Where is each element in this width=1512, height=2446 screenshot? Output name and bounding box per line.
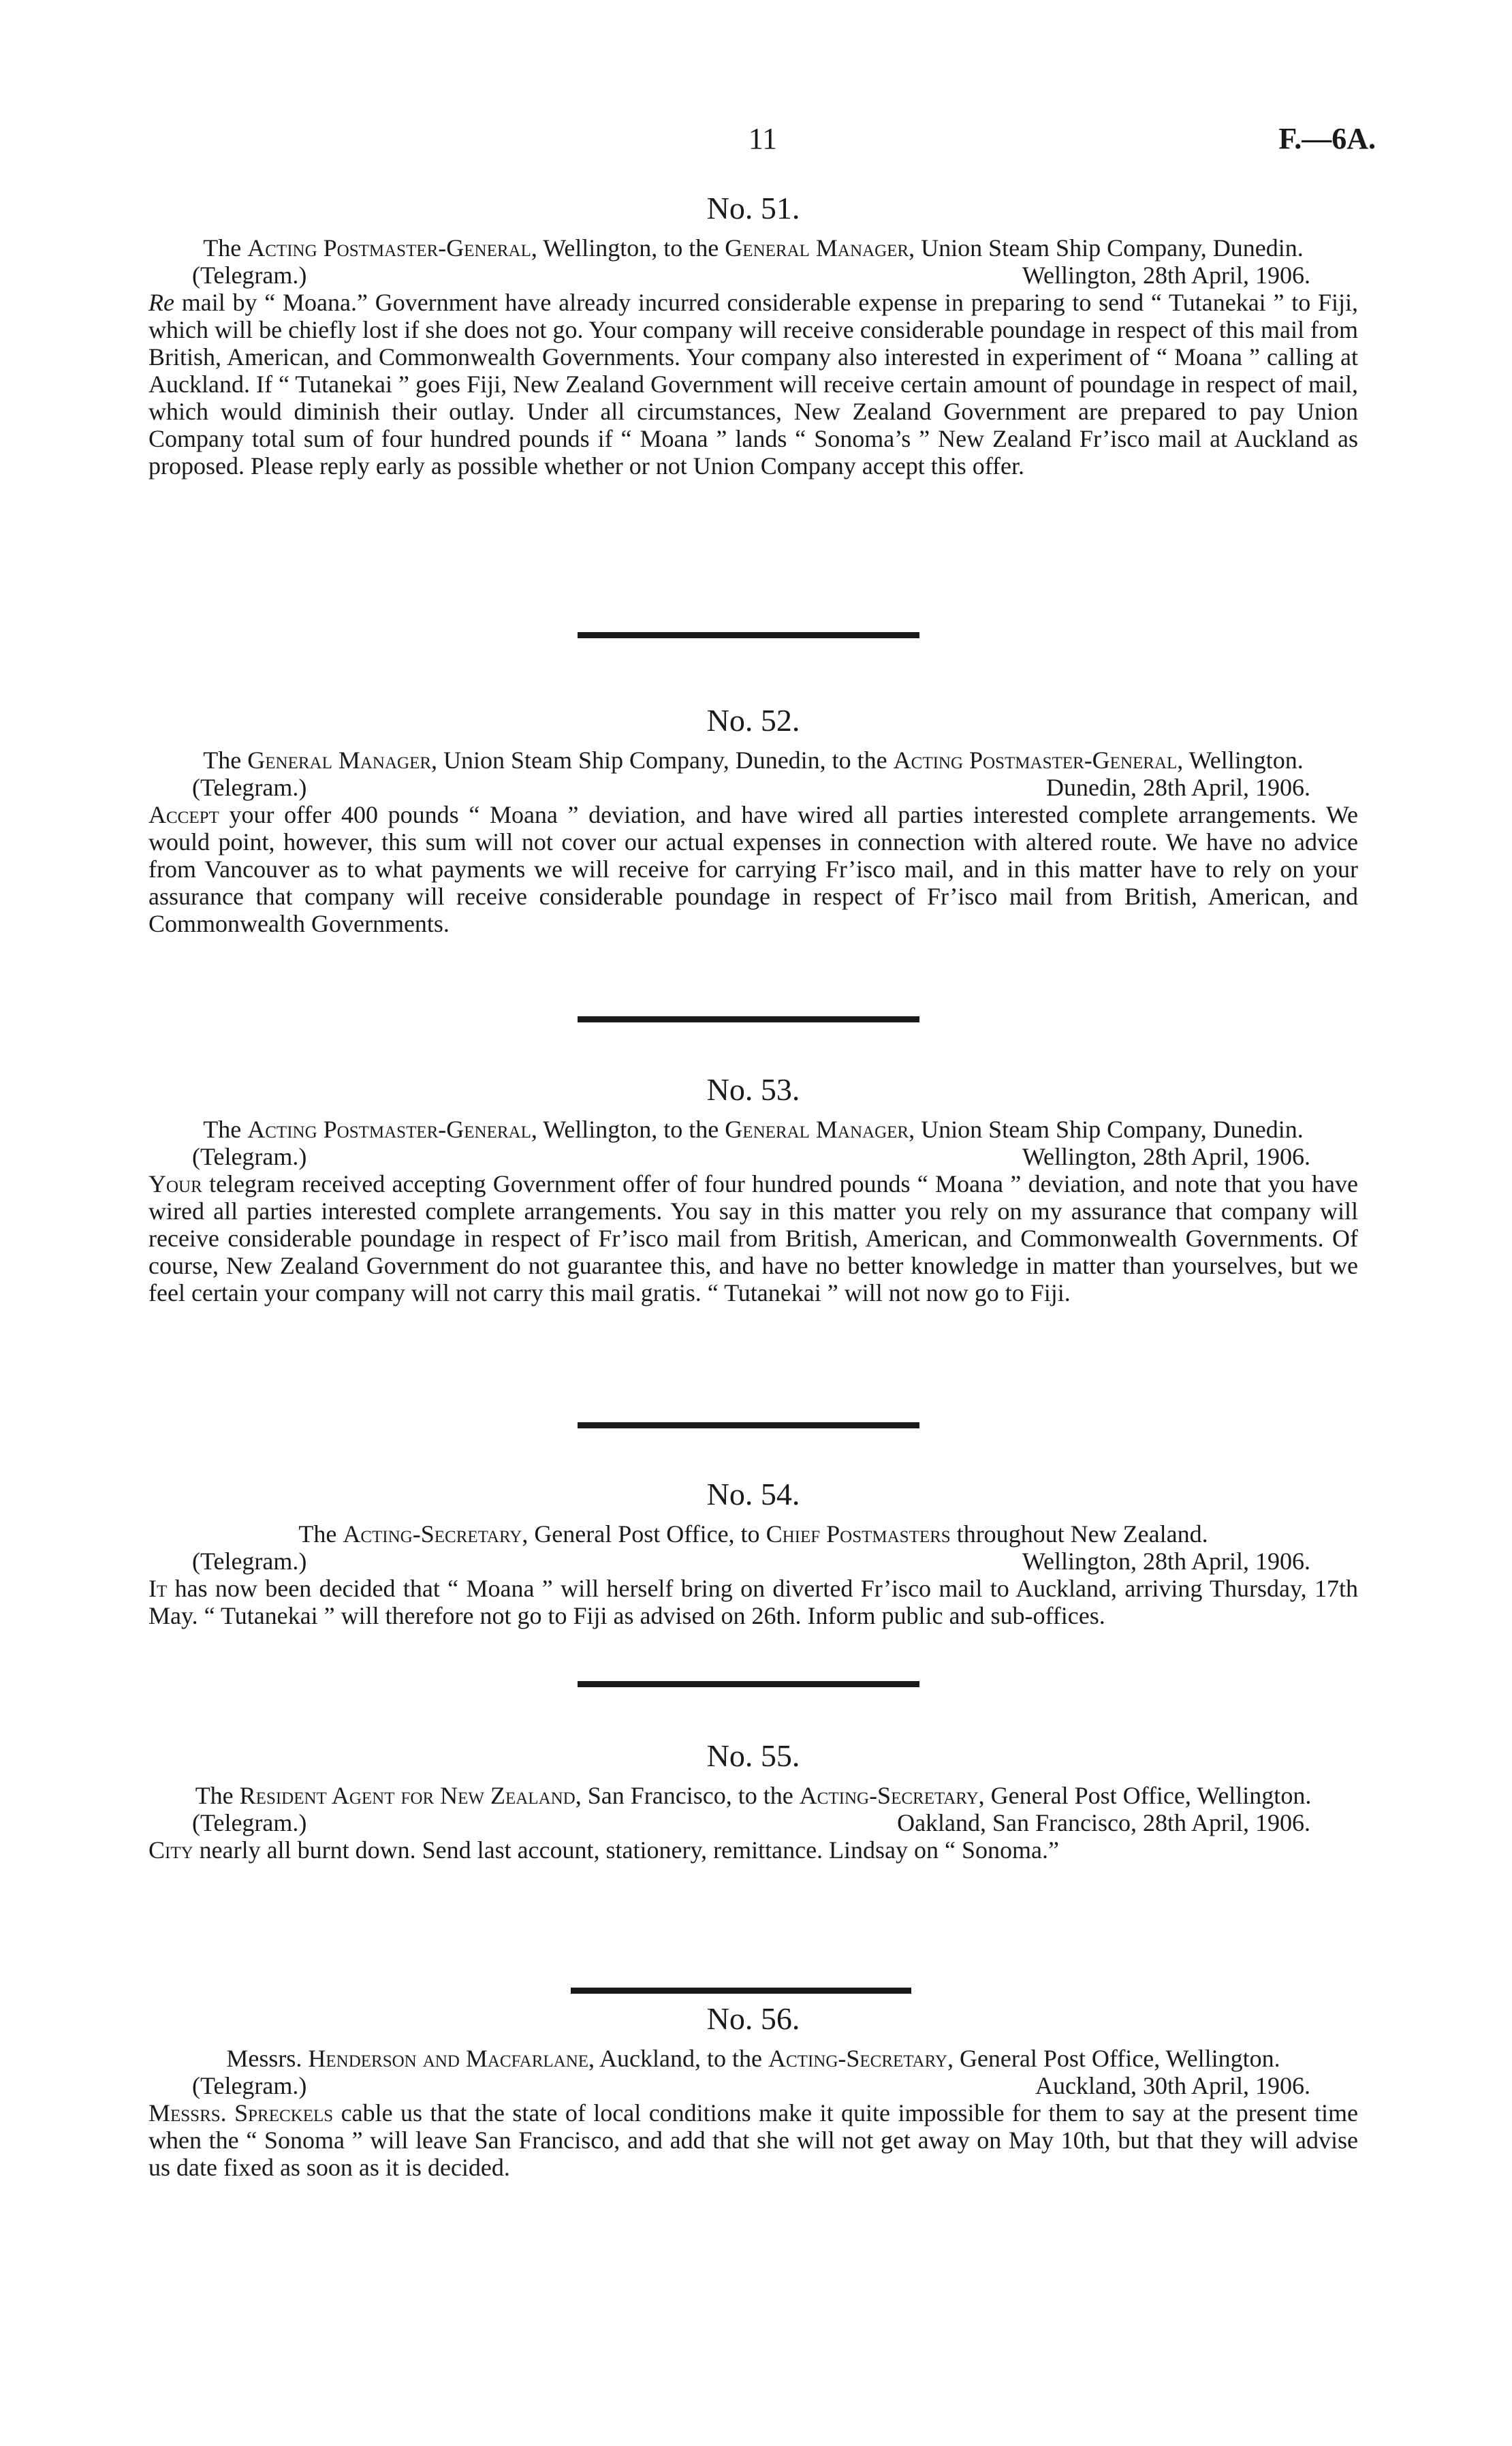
telegram-dateline: Dunedin, 28th April, 1906. [1046,774,1310,801]
address-text: , Union Steam Ship Company, Dunedin. [909,234,1304,262]
body-lead: Your [148,1170,202,1197]
address-name: Acting Postmaster-General [247,1116,531,1143]
document-reference: F.—6A. [1278,122,1376,155]
telegram-body [148,2099,1358,2181]
telegram-body [148,1575,1358,1629]
body-text: mail by “ Moana.” Government have already incurred considerable expense in preparing to send “ Tutanekai ” to Fiji, which will be chiefly lost if she does not go. Your company will receive considerable poundage in respect of this mail from British, American, and Commonwealth Governments. Your company also interested in experiment of “ Moana ” calling at Auckland. If “ Tutanekai ” goes Fiji, New Zealand Government will receive certain amount of poundage in respect of mail, which would diminish their outlay. Under all circumstances, New Zealand Government are prepared to pay Union Company total sum of four hundred pounds if “ Moana ” lands “ Sonoma’s ” New Zealand Fr’isco mail at Auckland as proposed. Please reply early as possible whether or not Union Company accept this offer. [148,289,1358,480]
body-text: cable us that the state of local conditions make it quite impossible for them to say at the present time when the “ Sonoma ” will leave San Francisco, and add that she will not get away on May 10th, but that they will advise us date fixed as soon as it is decided. [148,2099,1358,2181]
telegram-section [148,702,1358,937]
section-divider [578,1681,919,1687]
section-divider [578,1016,919,1022]
telegram-section [148,189,1358,480]
address-name: Henderson and Macfarlane [308,2045,589,2072]
telegram-label: (Telegram.) [192,1548,307,1575]
section-number: No. 55. [706,1738,800,1773]
body-lead: Accept [148,801,219,828]
section-divider [578,632,919,638]
address-text: , Union Steam Ship Company, Dunedin. [909,1116,1304,1143]
body-text: has now been decided that “ Moana ” will herself bring on diverted Fr’isco mail to Auckland, arriving Thursday, 17th May. “ Tutanekai ” will therefore not go to Fiji as advised on 26th. Inform public and sub-offices. [148,1575,1358,1629]
section-number: No. 56. [706,2001,800,2036]
address-name: Acting Postmaster-General [893,747,1178,774]
body-lead: Re [148,289,174,316]
section-address [148,2045,1358,2072]
telegram-line [148,262,1358,289]
telegram-section [148,1737,1358,1864]
address-text: , Auckland, to the [588,2045,768,2072]
address-name: Resident Agent for New Zealand [239,1782,576,1809]
address-text: The [195,1782,240,1809]
section-divider [571,1988,911,1994]
section-address [148,1782,1358,1809]
telegram-label: (Telegram.) [192,774,307,801]
telegram-dateline: Auckland, 30th April, 1906. [1035,2072,1310,2099]
address-text: , General Post Office, to [522,1520,766,1548]
body-lead: It [148,1575,168,1602]
address-text: The [203,1116,248,1143]
body-text: your offer 400 pounds “ Moana ” deviation, and have wired all parties interested complete arrangements. We would point, however, this sum will not cover our actual expenses in connection with altered route. We have no advice from Vancouver as to what payments we will receive for carrying Fr’isco mail, and in this matter have to rely on your assurance that company will receive considerable poundage in respect of Fr’isco mail from British, American, and Commonwealth Governments. [148,801,1358,937]
telegram-body [148,801,1358,937]
section-address [148,1520,1358,1548]
section-number: No. 54. [706,1477,800,1511]
telegram-dateline: Wellington, 28th April, 1906. [1022,1548,1310,1575]
section-address [148,234,1358,262]
address-text: , Wellington. [1177,747,1304,774]
address-text: , Union Steam Ship Company, Dunedin, to the [431,747,894,774]
address-text: The [203,747,248,774]
telegram-label: (Telegram.) [192,262,307,289]
address-text: , General Post Office, Wellington. [947,2045,1280,2072]
address-text: , San Francisco, to the [575,1782,800,1809]
body-lead: City [148,1836,193,1864]
section-address [148,1116,1358,1143]
section-address [148,747,1358,774]
address-name: Acting-Secretary [768,2045,947,2072]
address-name: Acting-Secretary [343,1520,522,1548]
address-text: Messrs. [226,2045,309,2072]
telegram-label: (Telegram.) [192,1809,307,1836]
body-text: nearly all burnt down. Send last account, stationery, remittance. Lindsay on “ Sonoma.” [193,1836,1059,1864]
telegram-dateline: Wellington, 28th April, 1906. [1022,262,1310,289]
telegram-line [148,1548,1358,1575]
address-name: Acting-Secretary [799,1782,979,1809]
address-text: , Wellington, to the [531,1116,725,1143]
address-name: Chief Postmasters [766,1520,951,1548]
telegram-line [148,1809,1358,1836]
page-number: 11 [748,122,778,155]
telegram-dateline: Oakland, San Francisco, 28th April, 1906. [897,1809,1310,1836]
body-lead: Messrs. Spreckels [148,2099,334,2127]
telegram-section [148,1071,1358,1306]
telegram-body [148,289,1358,480]
address-text: The [203,234,248,262]
address-text: The [298,1520,343,1548]
section-number: No. 51. [706,191,800,225]
telegram-body [148,1170,1358,1306]
telegram-line [148,774,1358,801]
telegram-label: (Telegram.) [192,1143,307,1170]
address-name: General Manager [247,747,432,774]
section-divider [578,1422,919,1428]
address-name: Acting Postmaster-General [247,234,531,262]
telegram-section [148,1475,1358,1629]
telegram-label: (Telegram.) [192,2072,307,2099]
telegram-section [148,2000,1358,2181]
section-number: No. 52. [706,703,800,738]
address-text: throughout New Zealand. [950,1520,1208,1548]
address-name: General Manager [725,234,909,262]
telegram-line [148,1143,1358,1170]
telegram-body [148,1836,1358,1864]
body-text: telegram received accepting Government offer of four hundred pounds “ Moana ” deviation, and note that you have wired all parties interested complete arrangements. You say in this matter you rely on my assurance that company will receive considerable poundage in respect of Fr’isco mail from British, American, and Commonwealth Governments. Of course, New Zealand Government do not guarantee this, and have no better knowledge in matter than yourselves, but we feel certain your company will not carry this mail gratis. “ Tutanekai ” will not now go to Fiji. [148,1170,1358,1306]
address-text: , General Post Office, Wellington. [978,1782,1312,1809]
address-name: General Manager [725,1116,909,1143]
address-text: , Wellington, to the [531,234,725,262]
telegram-line [148,2072,1358,2099]
section-number: No. 53. [706,1072,800,1107]
telegram-dateline: Wellington, 28th April, 1906. [1022,1143,1310,1170]
